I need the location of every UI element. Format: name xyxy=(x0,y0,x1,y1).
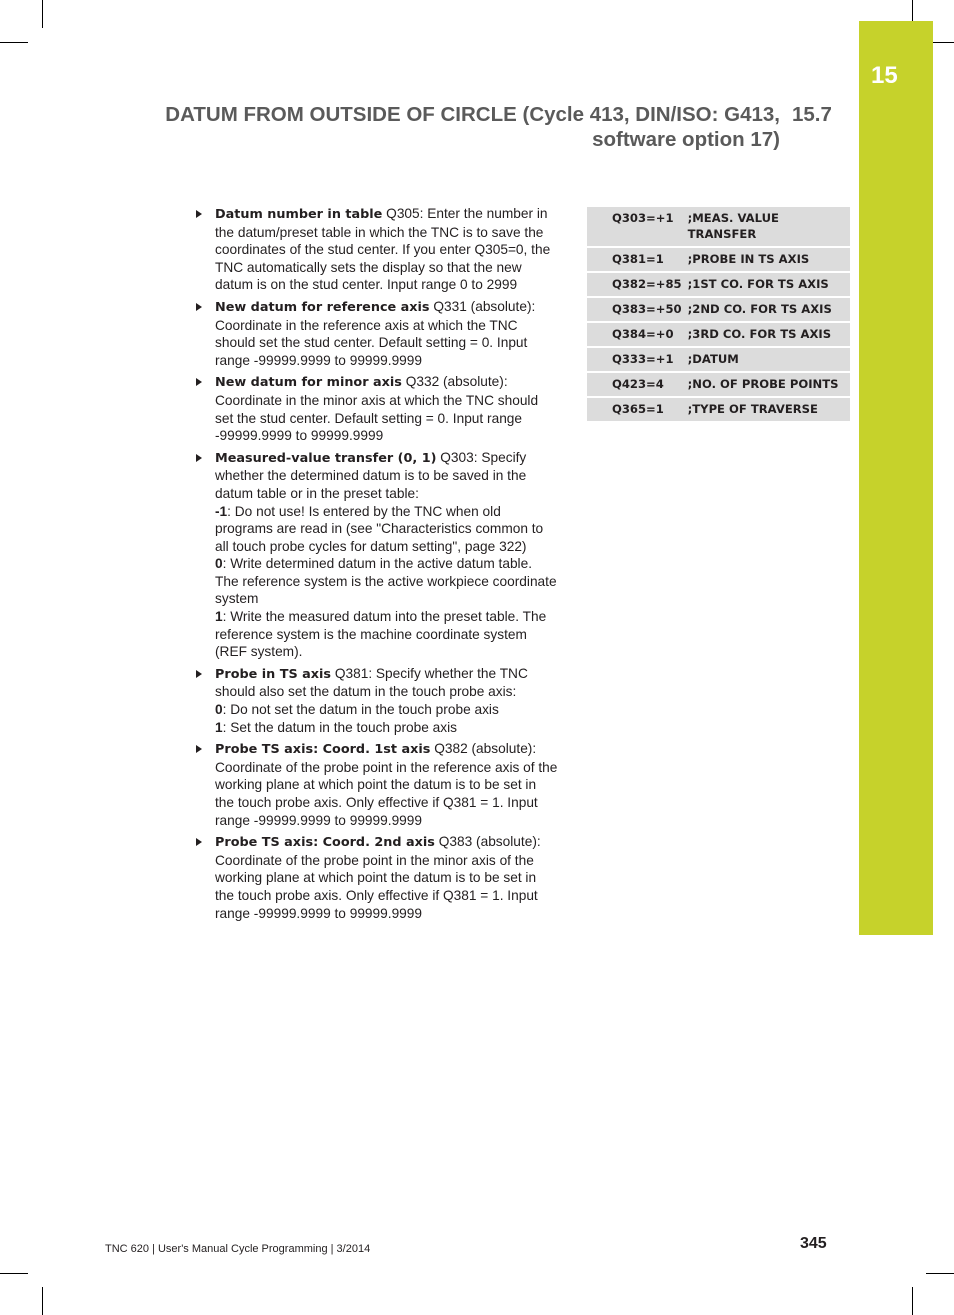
page-title xyxy=(160,102,780,152)
code-param: Q303=+1 xyxy=(587,207,686,247)
param-name: Probe TS axis: Coord. 2nd axis xyxy=(215,835,435,851)
code-param: Q333=+1 xyxy=(587,347,686,372)
code-param: Q365=1 xyxy=(587,397,686,422)
code-comment: ;3RD CO. FOR TS AXIS xyxy=(686,322,850,347)
code-comment xyxy=(686,207,850,247)
page-title-line1: DATUM FROM OUTSIDE OF CIRCLE (Cycle 413, DIN/ISO: G413, xyxy=(165,103,780,126)
table-row xyxy=(587,297,850,322)
code-param: Q383=+50 xyxy=(587,297,686,322)
option-text: : Write determined datum in the active datum table. The reference system is the active workpiece coordinate system xyxy=(215,556,557,607)
code-comment: ;NO. OF PROBE POINTS xyxy=(686,372,850,397)
param-name: New datum for reference axis xyxy=(215,299,430,315)
code-comment: ;2ND CO. FOR TS AXIS xyxy=(686,297,850,322)
option-key: 0 xyxy=(215,702,223,718)
param-text: Q332 (absolute): Coordinate in the minor axis at which the TNC should set the stud center. Default setting = 0. Input range -99999.9999 to 99999.9999 xyxy=(215,374,539,444)
page-title-line2: software option 17) xyxy=(592,128,780,151)
param-item xyxy=(196,740,558,829)
param-option xyxy=(215,555,558,608)
crop-mark xyxy=(0,1273,28,1274)
option-key: -1 xyxy=(215,503,228,519)
code-comment: ;1ST CO. FOR TS AXIS xyxy=(686,272,850,297)
crop-mark xyxy=(0,42,28,43)
crop-mark xyxy=(42,1287,43,1315)
param-item xyxy=(196,298,558,369)
section-number: 15.7 xyxy=(792,103,832,126)
option-text: : Do not set the datum in the touch probe axis xyxy=(222,702,499,718)
code-comment: ;TYPE OF TRAVERSE xyxy=(686,397,850,422)
triangle-right-icon xyxy=(196,378,202,386)
table-row xyxy=(587,247,850,272)
option-key: 1 xyxy=(215,609,223,625)
footer-text: TNC 620 | User's Manual Cycle Programming | 3/2014 xyxy=(105,1243,371,1255)
code-comment: ;PROBE IN TS AXIS xyxy=(686,247,850,272)
chapter-number: 15 xyxy=(871,62,898,89)
table-row xyxy=(587,207,850,247)
triangle-right-icon xyxy=(196,838,202,846)
triangle-right-icon xyxy=(196,210,202,218)
crop-mark xyxy=(42,0,43,28)
param-name: Probe in TS axis xyxy=(215,666,332,682)
param-text: Q331 (absolute): Coordinate in the reference axis at which the TNC should set the stud center. Default setting = 0. Input range -99999.9999 to 99999.9999 xyxy=(215,298,536,368)
param-name: Measured-value transfer (0, 1) xyxy=(215,450,437,466)
param-name: New datum for minor axis xyxy=(215,375,402,391)
table-row xyxy=(587,372,850,397)
param-item xyxy=(196,449,558,661)
crop-mark xyxy=(926,1273,954,1274)
param-item xyxy=(196,205,558,294)
table-row xyxy=(587,272,850,297)
code-comment: ;DATUM xyxy=(686,347,850,372)
param-name: Datum number in table xyxy=(215,207,383,222)
code-comment-line2: TRANSFER xyxy=(687,227,757,241)
triangle-right-icon xyxy=(196,303,202,311)
param-name: Probe TS axis: Coord. 1st axis xyxy=(215,742,431,758)
code-param: Q381=1 xyxy=(587,247,686,272)
code-param: Q382=+85 xyxy=(587,272,686,297)
param-item xyxy=(196,373,558,444)
triangle-right-icon xyxy=(196,745,202,753)
code-param: Q384=+0 xyxy=(587,322,686,347)
param-text: Q303: Specify whether the determined datum is to be saved in the datum table or in the preset table: xyxy=(215,449,527,501)
param-text: Q381: Specify whether the TNC should also set the datum in the touch probe axis: xyxy=(215,665,528,700)
param-option xyxy=(215,503,558,556)
option-text: : Do not use! Is entered by the TNC when old programs are read in (see "Characteristics common to all touch probe cycles for datum setting", page 322) xyxy=(215,503,544,554)
param-option xyxy=(215,608,558,661)
option-text: : Write the measured datum into the preset table. The reference system is the machine coordinate system (REF system). xyxy=(215,609,547,660)
param-item xyxy=(196,665,558,736)
param-option xyxy=(215,701,558,719)
crop-mark xyxy=(912,1287,913,1315)
table-row xyxy=(587,347,850,372)
parameter-list xyxy=(196,205,558,926)
param-text: Q305: Enter the number in the datum/preset table in which the TNC is to save the coordinates of the stud center. If you enter Q305=0, the TNC automatically sets the display so that the new datum is on the stud center. Input range 0 to 2999 xyxy=(215,206,551,293)
table-row xyxy=(587,322,850,347)
param-item xyxy=(196,833,558,922)
chapter-tab xyxy=(859,21,933,935)
param-option xyxy=(215,719,558,737)
option-key: 0 xyxy=(215,556,223,572)
nc-code-table xyxy=(587,207,850,423)
param-text: Q382 (absolute): Coordinate of the probe point in the reference axis of the working plane at which point the datum is to be set in the touch probe axis. Only effective if Q381 = 1. Input range -99999.9999 to 99999.9999 xyxy=(215,741,558,828)
option-key: 1 xyxy=(215,719,223,735)
triangle-right-icon xyxy=(196,670,202,678)
triangle-right-icon xyxy=(196,454,202,462)
code-comment-line1: ;MEAS. VALUE xyxy=(687,211,779,225)
code-param: Q423=4 xyxy=(587,372,686,397)
param-text: Q383 (absolute): Coordinate of the probe point in the minor axis of the working plane at which point the datum is to be set in the touch probe axis. Only effective if Q381 = 1. Input range -99999.9999 to 99999.9999 xyxy=(215,834,541,921)
page-number: 345 xyxy=(800,1235,827,1252)
table-row xyxy=(587,397,850,422)
option-text: : Set the datum in the touch probe axis xyxy=(222,719,457,735)
